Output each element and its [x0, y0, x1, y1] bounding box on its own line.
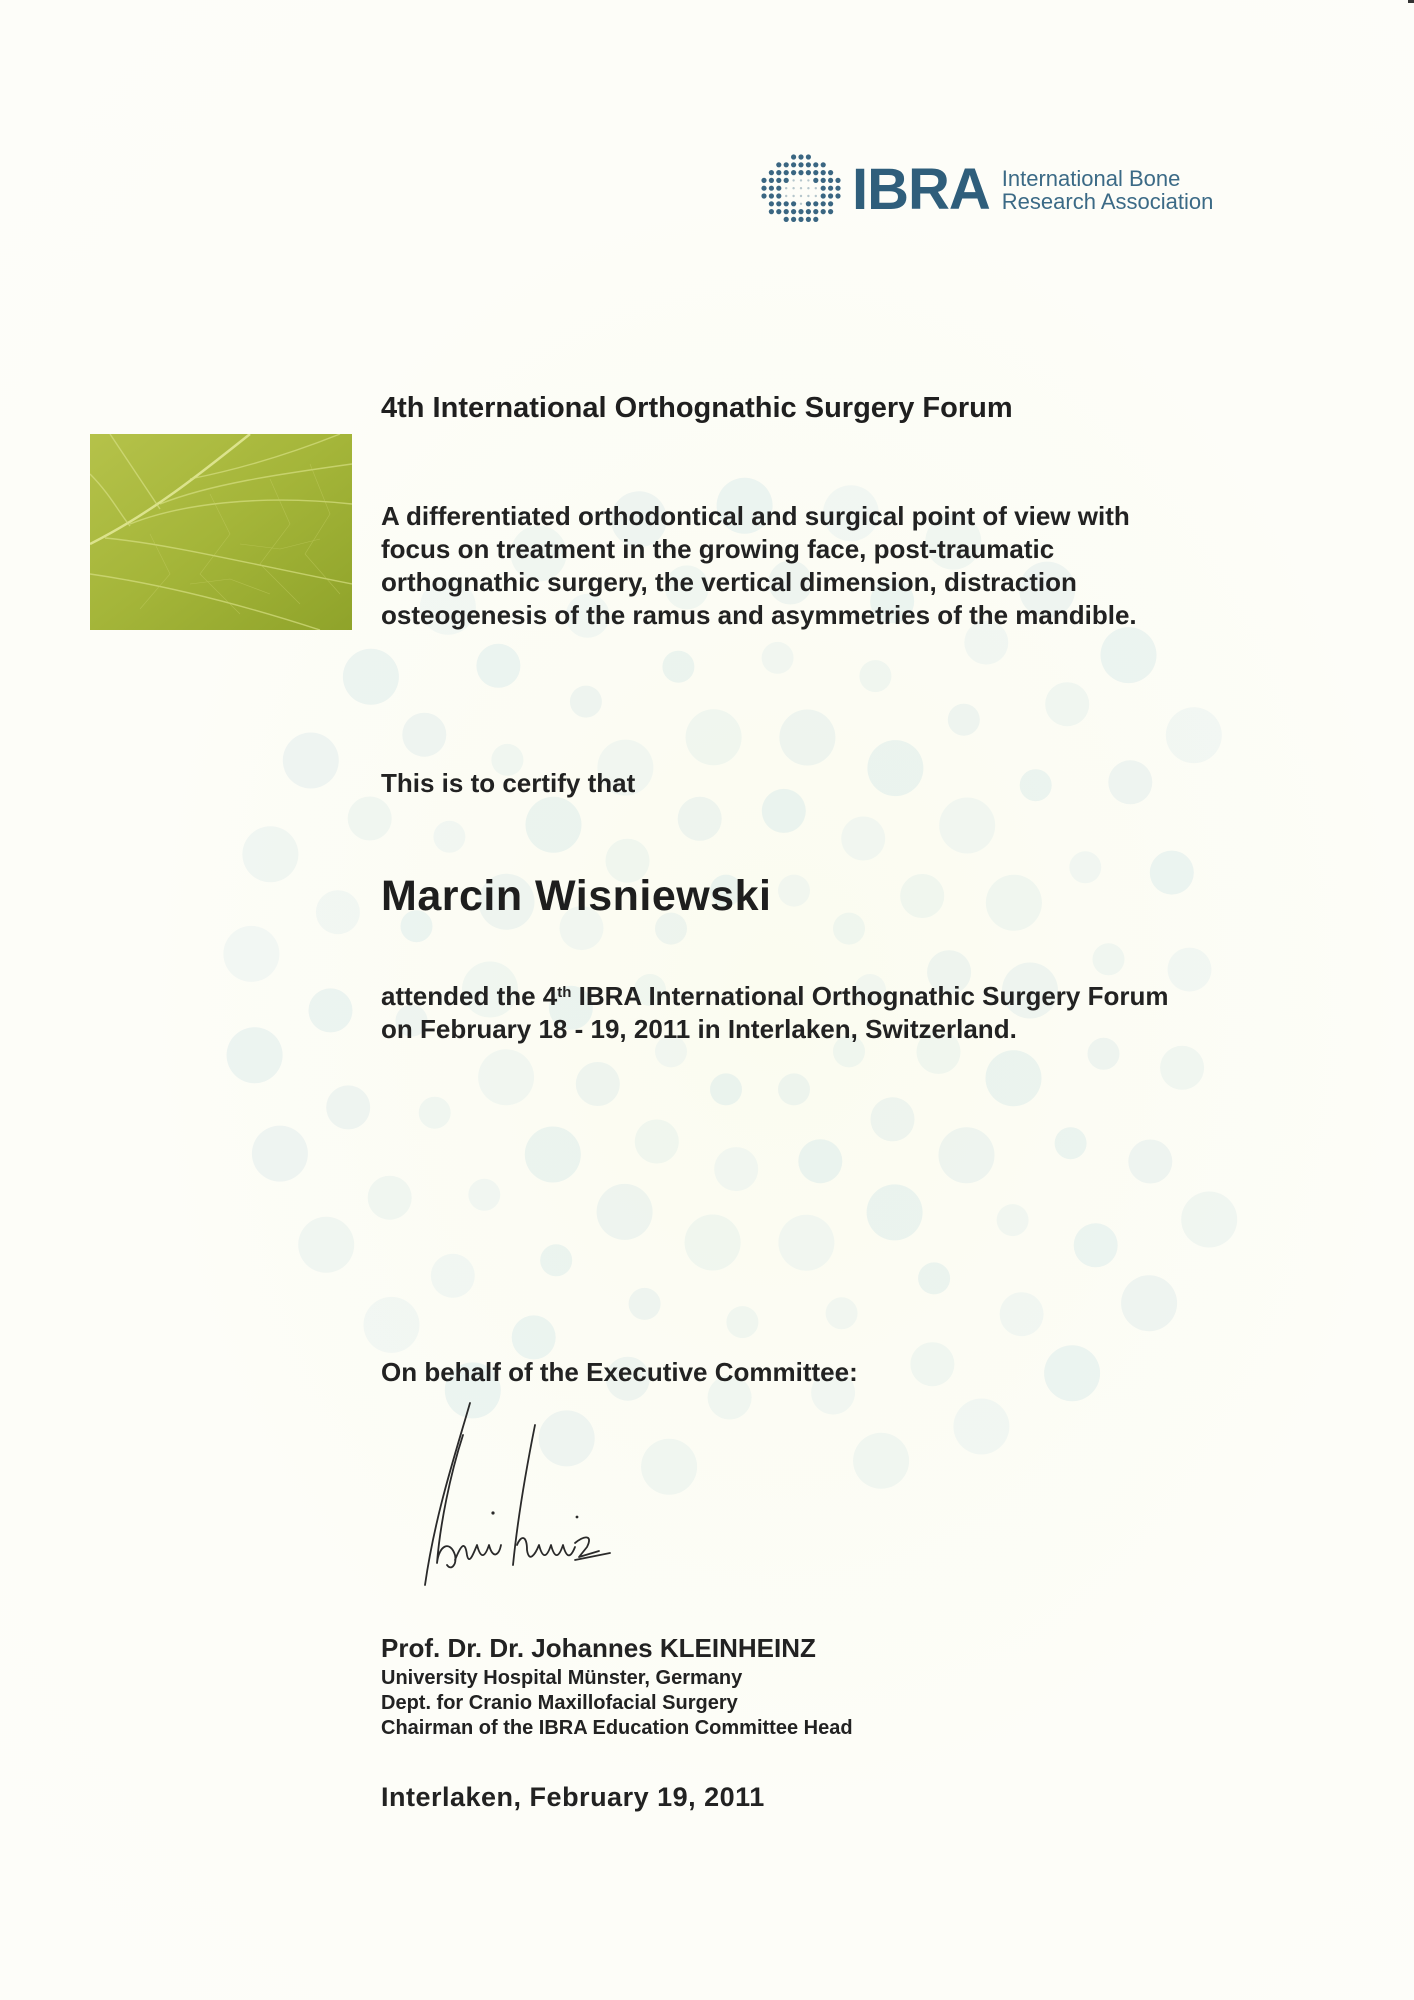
logo-dot — [784, 209, 789, 214]
logo-dot — [806, 162, 811, 167]
logo-dot — [835, 193, 840, 198]
background-dot — [476, 644, 520, 688]
logo-wordmark: IBRA — [852, 157, 990, 222]
background-dot — [576, 1062, 620, 1106]
background-dot — [1044, 1345, 1100, 1401]
background-dot — [348, 797, 392, 841]
logo-dot — [813, 178, 818, 183]
forum-description-line-3: orthognathic surgery, the vertical dimension, distraction — [381, 567, 1077, 597]
logo-dot — [776, 162, 781, 167]
logo-dot — [791, 154, 796, 159]
background-dot — [1055, 1127, 1087, 1159]
background-dot — [227, 1027, 283, 1083]
background-dot — [918, 1262, 950, 1294]
background-dot — [841, 817, 885, 861]
background-dot — [762, 789, 806, 833]
forum-title: 4th International Orthognathic Surgery Forum — [381, 392, 1013, 424]
background-dot — [997, 1204, 1029, 1236]
logo-dot — [798, 209, 803, 214]
logo-dot — [798, 217, 803, 222]
ibra-logo — [760, 150, 1220, 230]
logo-dot — [821, 178, 826, 183]
logo-dot — [807, 187, 809, 189]
logo-subtitle — [1002, 167, 1214, 213]
logo-dot — [806, 217, 811, 222]
background-dot — [710, 1073, 742, 1105]
logo-dot — [776, 201, 781, 206]
ibra-logo-mark-icon — [760, 153, 842, 227]
background-dot — [1101, 627, 1157, 683]
logo-dot — [835, 178, 840, 183]
logo-dot — [828, 170, 833, 175]
background-dot — [1074, 1223, 1118, 1267]
logo-dot — [776, 170, 781, 175]
background-dot — [986, 875, 1042, 931]
logo-dot — [798, 162, 803, 167]
background-dot — [939, 798, 995, 854]
background-dot — [283, 733, 339, 789]
logo-dot — [828, 209, 833, 214]
logo-dot — [835, 186, 840, 191]
logo-dot — [800, 203, 802, 205]
logo-dot — [821, 209, 826, 214]
logo-dot — [828, 178, 833, 183]
background-dot — [833, 913, 865, 945]
forum-description — [381, 500, 1261, 632]
logo-dot — [813, 162, 818, 167]
background-dot — [1020, 769, 1052, 801]
logo-dot — [769, 178, 774, 183]
issue-place-date: Interlaken, February 19, 2011 — [381, 1782, 765, 1812]
background-dot — [778, 1073, 810, 1105]
logo-dot — [828, 193, 833, 198]
background-dot — [635, 1120, 679, 1164]
logo-dot — [806, 201, 811, 206]
background-dot — [662, 651, 694, 683]
attendance-line-1 — [381, 980, 1341, 1013]
background-dot — [629, 1288, 661, 1320]
attendance-statement — [381, 980, 1341, 1046]
logo-dot — [769, 193, 774, 198]
logo-subtitle-line-1: International Bone — [1001, 165, 1181, 191]
logo-dot — [807, 195, 809, 197]
logo-dot — [769, 170, 774, 175]
on-behalf-text: On behalf of the Executive Committee: — [381, 1357, 858, 1387]
logo-dot — [791, 201, 796, 206]
background-dot — [1121, 1275, 1177, 1331]
background-dot — [1128, 1140, 1172, 1184]
attendance-suffix: IBRA International Orthognathic Surgery Forum — [571, 981, 1169, 1011]
background-dot — [368, 1176, 412, 1220]
logo-dot — [784, 217, 789, 222]
background-dot — [326, 1085, 370, 1129]
logo-dot — [792, 179, 794, 181]
logo-dot — [784, 162, 789, 167]
background-dot — [478, 1049, 534, 1105]
background-dot — [1160, 1046, 1204, 1090]
logo-dot — [792, 187, 794, 189]
logo-dot — [798, 154, 803, 159]
background-dot — [242, 826, 298, 882]
background-dot — [431, 1254, 475, 1298]
background-dot — [1166, 707, 1222, 763]
background-dot — [525, 1127, 581, 1183]
background-dot — [309, 988, 353, 1032]
logo-dot — [806, 209, 811, 214]
logo-dot — [784, 170, 789, 175]
logo-dot — [769, 186, 774, 191]
handwritten-signature — [395, 1395, 685, 1595]
logo-dot — [785, 195, 787, 197]
logo-dot — [815, 187, 817, 189]
logo-dot — [821, 170, 826, 175]
background-dot — [1108, 760, 1152, 804]
logo-dot — [769, 201, 774, 206]
background-dot — [779, 710, 835, 766]
forum-description-line-2: focus on treatment in the growing face, post-traumatic — [381, 534, 1055, 564]
logo-dot — [828, 186, 833, 191]
background-dot — [867, 740, 923, 796]
background-dot — [1000, 1292, 1044, 1336]
logo-dot — [806, 170, 811, 175]
logo-dot — [800, 179, 802, 181]
affiliation-line-2: Dept. for Cranio Maxillofacial Surgery — [381, 1692, 738, 1714]
background-dot — [853, 1433, 909, 1489]
logo-dot — [800, 187, 802, 189]
background-dot — [298, 1217, 354, 1273]
background-dot — [986, 1050, 1042, 1106]
logo-dot — [800, 195, 802, 197]
background-dot — [714, 1147, 758, 1191]
background-dot — [526, 797, 582, 853]
background-dot — [678, 797, 722, 841]
background-dot — [900, 874, 944, 918]
background-dot — [1181, 1192, 1237, 1248]
logo-dot — [815, 195, 817, 197]
background-dot — [364, 1297, 420, 1353]
logo-dot — [776, 186, 781, 191]
logo-dot — [798, 170, 803, 175]
attendance-line-2: on February 18 - 19, 2011 in Interlaken, Switzerland. — [381, 1014, 1017, 1044]
background-dot — [252, 1126, 308, 1182]
background-dot — [762, 642, 794, 674]
attendance-prefix: attended the 4 — [381, 981, 558, 1011]
background-dot — [686, 709, 742, 765]
background-dot — [540, 1244, 572, 1276]
background-dot — [1045, 682, 1089, 726]
logo-dot — [791, 217, 796, 222]
background-dot — [798, 1139, 842, 1183]
logo-dot — [784, 201, 789, 206]
logo-dot — [761, 193, 766, 198]
logo-dot — [821, 186, 826, 191]
background-dot — [778, 875, 810, 907]
leaf-image — [90, 434, 352, 630]
background-dot — [685, 1215, 741, 1271]
affiliation-line-1: University Hospital Münster, Germany — [381, 1667, 743, 1689]
logo-dot — [761, 178, 766, 183]
background-dot — [871, 1097, 915, 1141]
background-dot — [826, 1297, 858, 1329]
logo-dot — [791, 209, 796, 214]
logo-dot — [761, 186, 766, 191]
background-dot — [939, 1127, 995, 1183]
background-dot — [570, 686, 602, 718]
background-dot — [867, 1184, 923, 1240]
background-dot — [948, 704, 980, 736]
background-dot — [343, 649, 399, 705]
logo-dot — [821, 193, 826, 198]
background-dot — [419, 1097, 451, 1129]
logo-dot — [792, 195, 794, 197]
background-dot — [468, 1179, 500, 1211]
background-dot — [859, 660, 891, 692]
scan-edge-mark — [1408, 0, 1414, 3]
background-dot — [433, 821, 465, 853]
ordinal-suffix: th — [557, 984, 572, 1001]
logo-dot — [776, 178, 781, 183]
recipient-name: Marcin Wisniewski — [381, 872, 772, 920]
logo-dot — [769, 209, 774, 214]
background-dot — [778, 1215, 834, 1271]
logo-dot — [828, 201, 833, 206]
background-dot — [1150, 851, 1194, 895]
logo-dot — [791, 170, 796, 175]
background-dot — [402, 713, 446, 757]
background-dot — [512, 1315, 556, 1359]
logo-dot — [813, 209, 818, 214]
background-dot — [726, 1306, 758, 1338]
logo-dot — [784, 178, 789, 183]
background-dot — [223, 926, 279, 982]
logo-dot — [821, 201, 826, 206]
logo-dot — [813, 217, 818, 222]
signatory-name: Prof. Dr. Dr. Johannes KLEINHEINZ — [381, 1633, 816, 1663]
logo-dot — [821, 162, 826, 167]
background-dot — [953, 1399, 1009, 1455]
logo-dot — [785, 187, 787, 189]
background-dot — [316, 890, 360, 934]
forum-description-line-4: osteogenesis of the ramus and asymmetries of the mandible. — [381, 600, 1137, 630]
logo-subtitle-line-2: Research Association — [1001, 189, 1214, 214]
affiliation-line-3: Chairman of the IBRA Education Committee Head — [381, 1717, 853, 1739]
logo-dot — [776, 193, 781, 198]
logo-dot — [806, 154, 811, 159]
background-dot — [910, 1342, 954, 1386]
logo-dot — [807, 179, 809, 181]
logo-dot — [813, 170, 818, 175]
logo-dot — [776, 209, 781, 214]
background-dot — [597, 1184, 653, 1240]
background-dot — [1069, 851, 1101, 883]
logo-dot — [791, 162, 796, 167]
forum-description-line-1: A differentiated orthodontical and surgical point of view with — [381, 501, 1130, 531]
background-dot — [1093, 943, 1125, 975]
certify-statement: This is to certify that — [381, 768, 636, 798]
logo-dot — [813, 201, 818, 206]
